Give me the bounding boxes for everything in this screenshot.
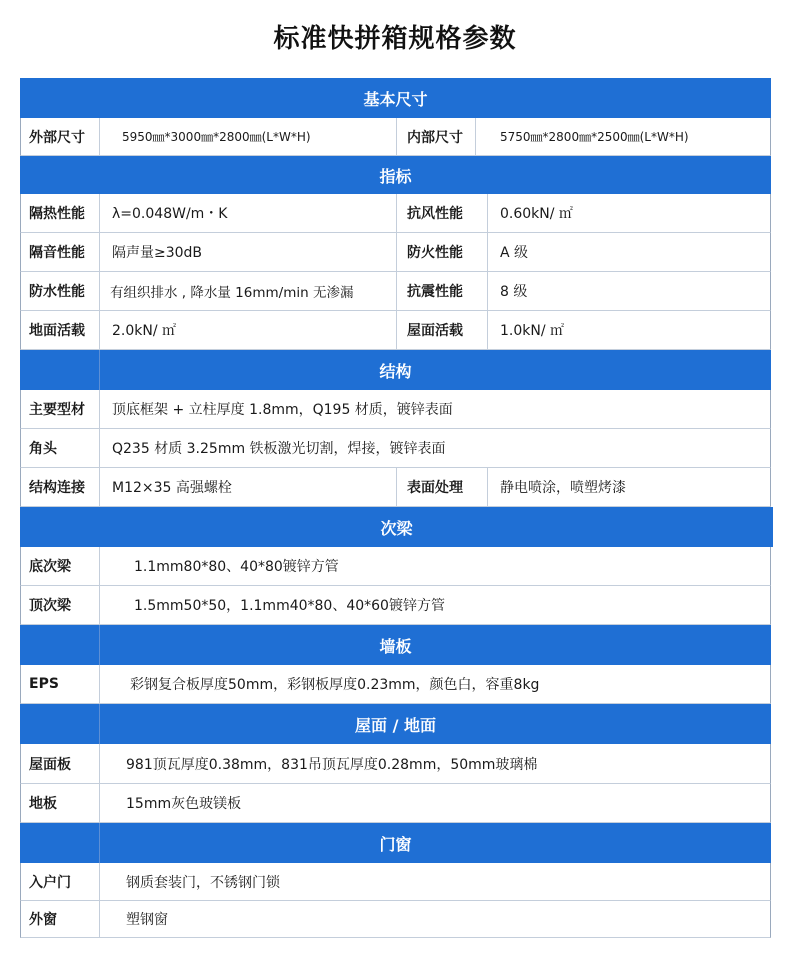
bottom-beam-value: 1.1mm80*80、40*80镀锌方管 <box>134 559 339 575</box>
sound-value: 隔声量≥30dB <box>112 245 203 261</box>
section-header-label: 次梁 <box>380 518 413 538</box>
corner-value: Q235 材质 3.25mm 铁板激光切割，焊接，镀锌表面 <box>112 441 446 457</box>
header-blank-cell <box>21 350 100 390</box>
top-beam-label: 顶次梁 <box>21 586 100 624</box>
section-header-wall <box>20 625 771 665</box>
spec-table <box>20 78 771 938</box>
header-blank-cell <box>21 625 100 665</box>
table-row <box>20 665 771 704</box>
roof-panel-value: 981顶瓦厚度0.38mm，831吊顶瓦厚度0.28mm，50mm玻璃棉 <box>126 756 538 773</box>
section-header-beam <box>20 507 773 547</box>
floor-panel-value: 15mm灰色玻镁板 <box>126 796 242 812</box>
table-row <box>20 547 771 586</box>
table-row <box>20 272 771 311</box>
section-header-roof <box>20 704 771 744</box>
waterproof-label: 防水性能 <box>21 272 100 310</box>
inner-size-value: 5750㎜*2800㎜*2500㎜(L*W*H) <box>500 130 689 144</box>
table-row <box>20 863 771 901</box>
table-row <box>20 390 771 429</box>
table-row <box>20 468 771 507</box>
section-header-index <box>20 156 771 194</box>
window-value: 塑钢窗 <box>126 912 168 928</box>
roof-panel-label: 屋面板 <box>21 744 100 783</box>
entry-door-label: 入户门 <box>21 863 100 900</box>
bottom-beam-label: 底次梁 <box>21 547 100 585</box>
floor-panel-label: 地板 <box>21 784 100 822</box>
connection-label: 结构连接 <box>21 468 100 506</box>
insulation-value: λ=0.048W/m・K <box>112 206 228 222</box>
sound-label: 隔音性能 <box>21 233 100 271</box>
connection-value: M12×35 高强螺栓 <box>112 480 232 496</box>
inner-size-label: 内部尺寸 <box>396 118 476 155</box>
table-row <box>20 586 771 625</box>
table-row <box>20 233 771 272</box>
floor-load-label: 地面活载 <box>21 311 100 349</box>
fire-value: A 级 <box>500 245 529 261</box>
section-header-label: 墙板 <box>379 636 412 656</box>
surface-value: 静电喷涂，喷塑烤漆 <box>500 480 626 496</box>
entry-door-value: 钢质套装门，不锈钢门锁 <box>126 874 280 891</box>
main-profile-label: 主要型材 <box>21 390 100 428</box>
top-beam-value: 1.5mm50*50，1.1mm40*80、40*60镀锌方管 <box>134 598 445 614</box>
page-title: 标准快拼箱规格参数 <box>273 24 517 54</box>
seismic-label: 抗震性能 <box>396 272 488 310</box>
table-row <box>20 429 771 468</box>
section-header-label: 结构 <box>379 361 412 381</box>
section-header-door <box>20 823 771 863</box>
wind-value: 0.60kN/ ㎡ <box>500 206 573 222</box>
section-header-label: 基本尺寸 <box>363 89 428 109</box>
seismic-value: 8 级 <box>500 284 528 300</box>
eps-label: EPS <box>21 665 100 703</box>
surface-label: 表面处理 <box>396 468 488 506</box>
eps-value: 彩钢复合板厚度50mm，彩钢板厚度0.23mm，颜色白，容重8kg <box>130 677 540 693</box>
table-row <box>20 194 771 233</box>
section-header-structure <box>20 350 771 390</box>
outer-size-label: 外部尺寸 <box>21 118 100 155</box>
section-header-label: 指标 <box>379 166 412 186</box>
roof-load-label: 屋面活载 <box>396 311 488 349</box>
table-row <box>20 744 771 784</box>
table-row <box>20 118 771 156</box>
table-row <box>20 901 771 938</box>
table-row <box>20 311 771 350</box>
header-blank-cell <box>21 823 100 863</box>
section-header-label: 门窗 <box>379 834 412 854</box>
outer-size-value: 5950㎜*3000㎜*2800㎜(L*W*H) <box>122 130 311 144</box>
waterproof-value: 有组织排水 , 降水量 16mm/min 无渗漏 <box>110 285 354 301</box>
main-profile-value: 顶底框架 + 立柱厚度 1.8mm，Q195 材质，镀锌表面 <box>112 402 453 418</box>
floor-load-value: 2.0kN/ ㎡ <box>112 323 177 339</box>
roof-load-value: 1.0kN/ ㎡ <box>500 323 565 339</box>
header-blank-cell <box>21 704 100 744</box>
window-label: 外窗 <box>21 901 100 937</box>
table-row <box>20 784 771 823</box>
fire-label: 防火性能 <box>396 233 488 271</box>
section-header-label: 屋面 / 地面 <box>355 715 436 735</box>
section-header-size <box>20 78 771 118</box>
insulation-label: 隔热性能 <box>21 194 100 232</box>
wind-label: 抗风性能 <box>396 194 488 232</box>
corner-label: 角头 <box>21 429 100 467</box>
